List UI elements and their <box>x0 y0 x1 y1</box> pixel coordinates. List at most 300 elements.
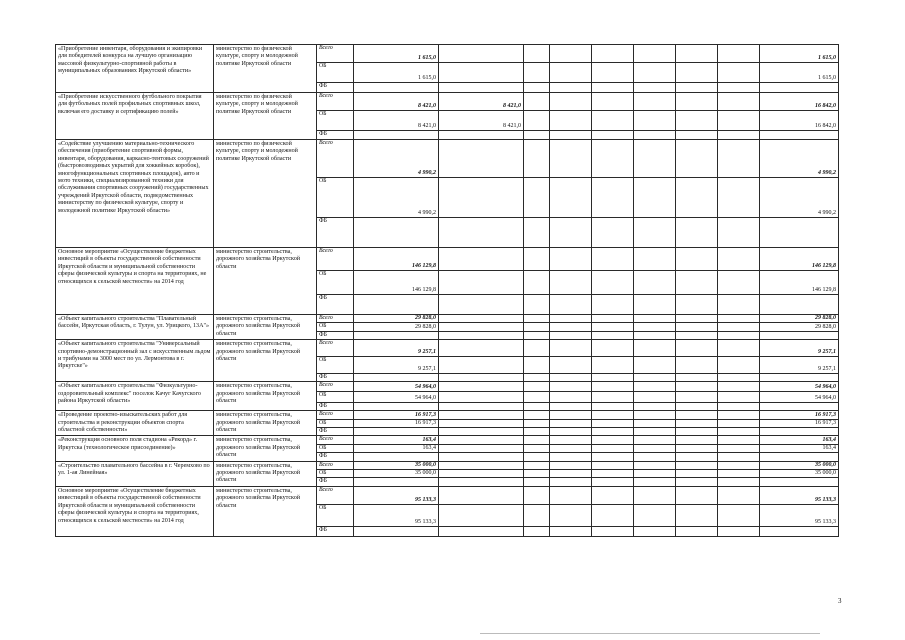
total-amount-cell: 95 133,3 <box>760 486 839 504</box>
funding-source-label: Всего <box>317 45 354 63</box>
empty-amount-cell <box>718 83 760 93</box>
empty-amount-cell <box>524 403 550 411</box>
empty-amount-cell <box>592 218 634 248</box>
funding-source-label: Всего <box>317 436 354 444</box>
empty-amount-cell <box>550 93 592 111</box>
empty-amount-cell <box>718 392 760 403</box>
empty-amount-cell <box>676 392 718 403</box>
amount-cell-1 <box>354 295 439 315</box>
amount-cell-2 <box>439 478 524 486</box>
empty-amount-cell <box>676 411 718 419</box>
empty-amount-cell <box>634 83 676 93</box>
amount-cell-2 <box>439 419 524 427</box>
table-row <box>56 461 839 469</box>
empty-amount-cell <box>718 453 760 461</box>
amount-cell-1 <box>354 453 439 461</box>
empty-amount-cell <box>550 486 592 504</box>
amount-cell-2: 8 421,0 <box>439 111 524 131</box>
amount-cell-1: 4 990,2 <box>354 140 439 178</box>
empty-amount-cell <box>718 45 760 63</box>
empty-amount-cell <box>592 357 634 374</box>
table-row <box>56 382 839 392</box>
total-amount-cell: 146 129,8 <box>760 248 839 271</box>
empty-amount-cell <box>550 340 592 357</box>
empty-amount-cell <box>550 295 592 315</box>
total-amount-cell <box>760 478 839 486</box>
total-amount-cell <box>760 453 839 461</box>
empty-amount-cell <box>634 374 676 382</box>
funding-source-label: ОБ <box>317 323 354 331</box>
total-amount-cell: 4 990,2 <box>760 140 839 178</box>
amount-cell-1 <box>354 526 439 536</box>
empty-amount-cell <box>634 453 676 461</box>
empty-amount-cell <box>718 271 760 295</box>
empty-amount-cell <box>592 470 634 478</box>
amount-cell-1 <box>354 374 439 382</box>
empty-amount-cell <box>524 461 550 469</box>
funding-source-label: ОБ <box>317 419 354 427</box>
empty-amount-cell <box>524 444 550 452</box>
empty-amount-cell <box>718 403 760 411</box>
amount-cell-1: 146 129,8 <box>354 248 439 271</box>
amount-cell-2 <box>439 403 524 411</box>
empty-amount-cell <box>524 323 550 331</box>
funding-source-label: Всего <box>317 486 354 504</box>
empty-amount-cell <box>592 63 634 83</box>
measure-name-cell: «Содействие улучшению материально-технического обеспечения (приобретение спортивной формы, инвентаря, оборудования, каркасно-тентовых сооружений (быстровозводимых укрытий для хоккейных коробок), многофункциональных спортивных площадок), авто и мото техники, специализированной техники для обслуживания спортивных сооружений) государственных учреждений Иркутской области, подведомственных министерству по физической культуре, спорту и молодежной политике Иркутской области» <box>56 140 214 248</box>
empty-amount-cell <box>634 526 676 536</box>
empty-amount-cell <box>592 340 634 357</box>
empty-amount-cell <box>718 444 760 452</box>
empty-amount-cell <box>592 295 634 315</box>
empty-amount-cell <box>524 411 550 419</box>
measure-name-cell: «Объект капитального строительства "Универсальный спортивно-демонстрационный зал с искусственным льдом и трибунами на 3000 мест по ул. Лермонтова в г. Иркутске"» <box>56 340 214 382</box>
empty-amount-cell <box>676 331 718 339</box>
empty-amount-cell <box>524 63 550 83</box>
empty-amount-cell <box>634 428 676 436</box>
empty-amount-cell <box>634 131 676 140</box>
amount-cell-2: 8 421,0 <box>439 93 524 111</box>
empty-amount-cell <box>718 331 760 339</box>
empty-amount-cell <box>524 504 550 526</box>
table-row <box>56 93 839 111</box>
empty-amount-cell <box>592 403 634 411</box>
funding-source-label: ФБ <box>317 295 354 315</box>
empty-amount-cell <box>676 436 718 444</box>
empty-amount-cell <box>592 140 634 178</box>
empty-amount-cell <box>676 504 718 526</box>
amount-cell-2 <box>439 444 524 452</box>
empty-amount-cell <box>676 111 718 131</box>
empty-amount-cell <box>524 470 550 478</box>
amount-cell-2 <box>439 526 524 536</box>
empty-amount-cell <box>550 403 592 411</box>
empty-amount-cell <box>676 374 718 382</box>
empty-amount-cell <box>592 323 634 331</box>
amount-cell-2 <box>439 392 524 403</box>
empty-amount-cell <box>524 45 550 63</box>
empty-amount-cell <box>676 63 718 83</box>
total-amount-cell <box>760 131 839 140</box>
empty-amount-cell <box>634 436 676 444</box>
empty-amount-cell <box>592 111 634 131</box>
table-row <box>56 411 839 419</box>
amount-cell-1: 9 257,1 <box>354 340 439 357</box>
total-amount-cell <box>760 403 839 411</box>
empty-amount-cell <box>634 45 676 63</box>
funding-source-label: Всего <box>317 340 354 357</box>
empty-amount-cell <box>550 374 592 382</box>
measure-name-cell: «Строительство плавательного бассейна в г. Черемхово по ул. 1-ая Линейная» <box>56 461 214 486</box>
empty-amount-cell <box>592 526 634 536</box>
empty-amount-cell <box>718 470 760 478</box>
empty-amount-cell <box>524 340 550 357</box>
amount-cell-2 <box>439 428 524 436</box>
funding-source-label: ОБ <box>317 470 354 478</box>
empty-amount-cell <box>676 323 718 331</box>
amount-cell-1: 8 421,0 <box>354 93 439 111</box>
empty-amount-cell <box>550 453 592 461</box>
empty-amount-cell <box>592 131 634 140</box>
empty-amount-cell <box>550 83 592 93</box>
empty-amount-cell <box>524 374 550 382</box>
amount-cell-2 <box>439 83 524 93</box>
amount-cell-2 <box>439 357 524 374</box>
empty-amount-cell <box>524 93 550 111</box>
amount-cell-2 <box>439 323 524 331</box>
executor-cell: министерство строительства, дорожного хозяйства Иркутской области <box>214 461 317 486</box>
empty-amount-cell <box>634 419 676 427</box>
executor-cell: министерство по физической культуре, спорту и молодежной политике Иркутской области <box>214 140 317 248</box>
amount-cell-2 <box>439 340 524 357</box>
table-row <box>56 340 839 357</box>
empty-amount-cell <box>550 382 592 392</box>
funding-source-label: ФБ <box>317 218 354 248</box>
total-amount-cell: 16 917,3 <box>760 411 839 419</box>
empty-amount-cell <box>718 436 760 444</box>
empty-amount-cell <box>676 453 718 461</box>
empty-amount-cell <box>634 295 676 315</box>
amount-cell-1 <box>354 83 439 93</box>
empty-amount-cell <box>676 444 718 452</box>
executor-cell: министерство строительства, дорожного хозяйства Иркутской области <box>214 486 317 536</box>
amount-cell-1: 29 828,0 <box>354 323 439 331</box>
empty-amount-cell <box>592 504 634 526</box>
scan-edge-line <box>480 633 820 634</box>
funding-source-label: ОБ <box>317 392 354 403</box>
empty-amount-cell <box>634 111 676 131</box>
total-amount-cell: 54 964,0 <box>760 392 839 403</box>
empty-amount-cell <box>592 428 634 436</box>
amount-cell-1 <box>354 403 439 411</box>
amount-cell-1: 163,4 <box>354 444 439 452</box>
empty-amount-cell <box>676 178 718 218</box>
total-amount-cell: 9 257,1 <box>760 357 839 374</box>
executor-cell: министерство строительства, дорожного хозяйства Иркутской области <box>214 436 317 461</box>
empty-amount-cell <box>718 486 760 504</box>
empty-amount-cell <box>550 444 592 452</box>
empty-amount-cell <box>676 428 718 436</box>
empty-amount-cell <box>592 392 634 403</box>
empty-amount-cell <box>634 392 676 403</box>
empty-amount-cell <box>524 526 550 536</box>
empty-amount-cell <box>634 470 676 478</box>
funding-source-label: ФБ <box>317 526 354 536</box>
empty-amount-cell <box>676 271 718 295</box>
empty-amount-cell <box>550 419 592 427</box>
empty-amount-cell <box>718 178 760 218</box>
funding-source-label: ФБ <box>317 331 354 339</box>
amount-cell-1: 35 000,0 <box>354 470 439 478</box>
empty-amount-cell <box>718 428 760 436</box>
funding-source-label: ФБ <box>317 83 354 93</box>
empty-amount-cell <box>550 461 592 469</box>
amount-cell-1: 4 990,2 <box>354 178 439 218</box>
measure-name-cell: Основное мероприятие «Осуществление бюджетных инвестиций в объекты государственной собственности Иркутской области и муниципальной собственности сферы физической культуры и спорта на территориях, относящихся к сельской местности» на 2014 год <box>56 486 214 536</box>
empty-amount-cell <box>634 331 676 339</box>
empty-amount-cell <box>634 504 676 526</box>
table-row <box>56 486 839 504</box>
empty-amount-cell <box>718 461 760 469</box>
empty-amount-cell <box>634 178 676 218</box>
empty-amount-cell <box>592 331 634 339</box>
executor-cell: министерство по физической культуре, спорту и молодежной политике Иркутской области <box>214 45 317 93</box>
empty-amount-cell <box>592 248 634 271</box>
empty-amount-cell <box>550 504 592 526</box>
empty-amount-cell <box>592 486 634 504</box>
total-amount-cell <box>760 295 839 315</box>
empty-amount-cell <box>550 436 592 444</box>
total-amount-cell <box>760 218 839 248</box>
amount-cell-2 <box>439 218 524 248</box>
empty-amount-cell <box>634 340 676 357</box>
empty-amount-cell <box>676 93 718 111</box>
amount-cell-2 <box>439 461 524 469</box>
amount-cell-1: 1 615,0 <box>354 63 439 83</box>
empty-amount-cell <box>676 461 718 469</box>
empty-amount-cell <box>634 140 676 178</box>
amount-cell-2 <box>439 131 524 140</box>
empty-amount-cell <box>634 382 676 392</box>
amount-cell-2 <box>439 178 524 218</box>
empty-amount-cell <box>676 403 718 411</box>
amount-cell-1: 9 257,1 <box>354 357 439 374</box>
amount-cell-1 <box>354 331 439 339</box>
empty-amount-cell <box>676 478 718 486</box>
empty-amount-cell <box>550 357 592 374</box>
empty-amount-cell <box>676 357 718 374</box>
empty-amount-cell <box>634 271 676 295</box>
amount-cell-1 <box>354 131 439 140</box>
empty-amount-cell <box>718 357 760 374</box>
empty-amount-cell <box>718 93 760 111</box>
empty-amount-cell <box>550 428 592 436</box>
total-amount-cell: 163,4 <box>760 444 839 452</box>
table-row <box>56 436 839 444</box>
empty-amount-cell <box>634 248 676 271</box>
total-amount-cell: 29 828,0 <box>760 323 839 331</box>
empty-amount-cell <box>524 392 550 403</box>
measure-name-cell: «Проведение проектно-изыскательских работ для строительства и реконструкции объектов спорта областной собственности» <box>56 411 214 436</box>
empty-amount-cell <box>550 178 592 218</box>
empty-amount-cell <box>550 331 592 339</box>
empty-amount-cell <box>676 248 718 271</box>
empty-amount-cell <box>676 526 718 536</box>
empty-amount-cell <box>592 478 634 486</box>
empty-amount-cell <box>524 83 550 93</box>
empty-amount-cell <box>634 444 676 452</box>
empty-amount-cell <box>718 111 760 131</box>
empty-amount-cell <box>634 357 676 374</box>
measure-name-cell: «Объект капитального строительства "Физкультурно-оздоровительный комплекс" поселок Качуг Качугского района Иркутской области» <box>56 382 214 411</box>
empty-amount-cell <box>524 357 550 374</box>
empty-amount-cell <box>524 453 550 461</box>
amount-cell-2 <box>439 271 524 295</box>
amount-cell-1 <box>354 428 439 436</box>
total-amount-cell: 1 615,0 <box>760 45 839 63</box>
amount-cell-2 <box>439 470 524 478</box>
empty-amount-cell <box>524 295 550 315</box>
empty-amount-cell <box>524 436 550 444</box>
total-amount-cell: 146 129,8 <box>760 271 839 295</box>
empty-amount-cell <box>524 419 550 427</box>
amount-cell-1: 35 000,0 <box>354 461 439 469</box>
empty-amount-cell <box>524 218 550 248</box>
empty-amount-cell <box>550 478 592 486</box>
amount-cell-2 <box>439 295 524 315</box>
empty-amount-cell <box>550 140 592 178</box>
empty-amount-cell <box>676 131 718 140</box>
empty-amount-cell <box>592 178 634 218</box>
total-amount-cell <box>760 83 839 93</box>
amount-cell-2 <box>439 248 524 271</box>
empty-amount-cell <box>718 374 760 382</box>
empty-amount-cell <box>550 323 592 331</box>
empty-amount-cell <box>718 218 760 248</box>
empty-amount-cell <box>524 178 550 218</box>
funding-source-label: ОБ <box>317 444 354 452</box>
amount-cell-2 <box>439 140 524 178</box>
amount-cell-1: 163,4 <box>354 436 439 444</box>
empty-amount-cell <box>524 486 550 504</box>
page-number: 3 <box>838 597 842 605</box>
empty-amount-cell <box>718 411 760 419</box>
amount-cell-2 <box>439 45 524 63</box>
empty-amount-cell <box>550 271 592 295</box>
funding-source-label: ОБ <box>317 357 354 374</box>
empty-amount-cell <box>592 374 634 382</box>
empty-amount-cell <box>524 140 550 178</box>
empty-amount-cell <box>718 419 760 427</box>
empty-amount-cell <box>550 218 592 248</box>
empty-amount-cell <box>718 382 760 392</box>
empty-amount-cell <box>524 428 550 436</box>
empty-amount-cell <box>718 478 760 486</box>
empty-amount-cell <box>550 111 592 131</box>
empty-amount-cell <box>634 93 676 111</box>
empty-amount-cell <box>550 248 592 271</box>
amount-cell-2 <box>439 374 524 382</box>
total-amount-cell <box>760 374 839 382</box>
empty-amount-cell <box>592 93 634 111</box>
executor-cell: министерство строительства, дорожного хозяйства Иркутской области <box>214 382 317 411</box>
empty-amount-cell <box>592 382 634 392</box>
total-amount-cell: 35 000,0 <box>760 470 839 478</box>
measure-name-cell: «Объект капитального строительства "Плавательный бассейн, Иркутская область, г. Тулун, ул. Урицкого, 13А"» <box>56 315 214 340</box>
empty-amount-cell <box>550 470 592 478</box>
funding-source-label: Всего <box>317 411 354 419</box>
empty-amount-cell <box>634 411 676 419</box>
total-amount-cell <box>760 526 839 536</box>
empty-amount-cell <box>634 461 676 469</box>
amount-cell-2 <box>439 331 524 339</box>
total-amount-cell: 1 615,0 <box>760 63 839 83</box>
total-amount-cell: 163,4 <box>760 436 839 444</box>
empty-amount-cell <box>634 486 676 504</box>
empty-amount-cell <box>592 45 634 63</box>
empty-amount-cell <box>550 131 592 140</box>
funding-source-label: ФБ <box>317 478 354 486</box>
empty-amount-cell <box>634 315 676 323</box>
total-amount-cell: 54 964,0 <box>760 382 839 392</box>
empty-amount-cell <box>676 315 718 323</box>
measure-name-cell: «Приобретение искусственного футбольного покрытия для футбольных полей профильных спортивных школ, включая его доставку и сертификацию полей» <box>56 93 214 140</box>
amount-cell-1: 54 964,0 <box>354 382 439 392</box>
executor-cell: министерство по физической культуре, спорту и молодежной политике Иркутской области <box>214 93 317 140</box>
empty-amount-cell <box>524 271 550 295</box>
empty-amount-cell <box>592 461 634 469</box>
empty-amount-cell <box>550 526 592 536</box>
empty-amount-cell <box>550 411 592 419</box>
empty-amount-cell <box>592 271 634 295</box>
total-amount-cell: 29 828,0 <box>760 315 839 323</box>
empty-amount-cell <box>592 436 634 444</box>
amount-cell-1: 95 133,3 <box>354 504 439 526</box>
table-row <box>56 45 839 63</box>
empty-amount-cell <box>718 131 760 140</box>
measure-name-cell: Основное мероприятие «Осуществление бюджетных инвестиций в объекты государственной собственности Иркутской области и муниципальной собственности сферы физической культуры и спорта на территориях, не относящихся к сельской местности» на 2014 год <box>56 248 214 315</box>
total-amount-cell <box>760 428 839 436</box>
amount-cell-2 <box>439 411 524 419</box>
table-body <box>56 45 839 537</box>
empty-amount-cell <box>718 248 760 271</box>
executor-cell: министерство строительства, дорожного хозяйства Иркутской области <box>214 248 317 315</box>
empty-amount-cell <box>676 382 718 392</box>
funding-source-label: Всего <box>317 140 354 178</box>
executor-cell: министерство строительства, дорожного хозяйства Иркутской области <box>214 340 317 382</box>
empty-amount-cell <box>676 486 718 504</box>
empty-amount-cell <box>550 45 592 63</box>
empty-amount-cell <box>718 323 760 331</box>
amount-cell-2 <box>439 504 524 526</box>
amount-cell-1: 1 615,0 <box>354 45 439 63</box>
funding-source-label: Всего <box>317 315 354 323</box>
funding-source-label: ОБ <box>317 111 354 131</box>
empty-amount-cell <box>676 140 718 178</box>
empty-amount-cell <box>634 218 676 248</box>
empty-amount-cell <box>592 419 634 427</box>
executor-cell: министерство строительства, дорожного хозяйства Иркутской области <box>214 411 317 436</box>
amount-cell-1: 16 917,3 <box>354 419 439 427</box>
empty-amount-cell <box>550 392 592 403</box>
funding-source-label: Всего <box>317 382 354 392</box>
empty-amount-cell <box>524 382 550 392</box>
amount-cell-1: 16 917,3 <box>354 411 439 419</box>
funding-source-label: Всего <box>317 93 354 111</box>
executor-cell: министерство строительства, дорожного хозяйства Иркутской области <box>214 315 317 340</box>
empty-amount-cell <box>718 504 760 526</box>
amount-cell-1: 54 964,0 <box>354 392 439 403</box>
